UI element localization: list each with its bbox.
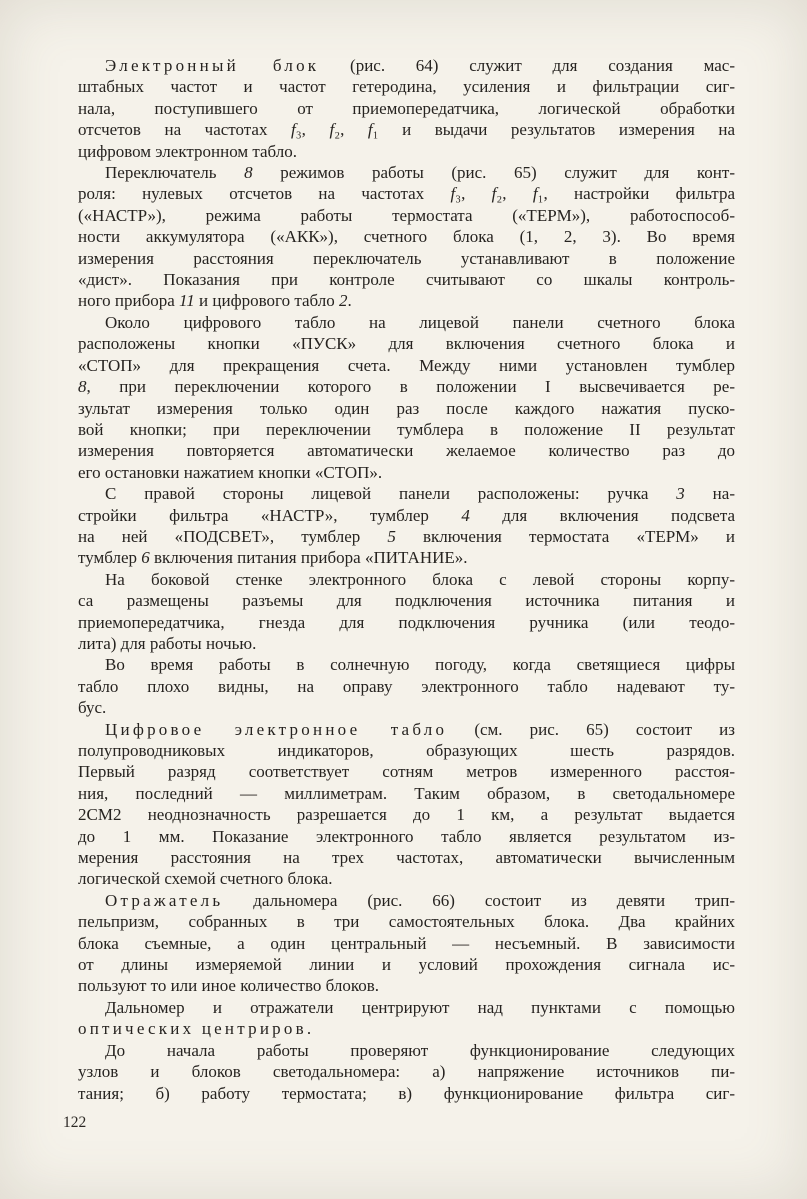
- paragraph: [78, 483, 735, 569]
- paragraph: [78, 890, 735, 997]
- emphasis-spaced: оптических центриров: [78, 1019, 307, 1039]
- paragraph: [78, 1040, 735, 1104]
- text-line: блока съемные, а один центральный — несъемный. В зависимости: [78, 933, 735, 953]
- text-line: приемопередатчика, гнезда для подключения ручника (или теодо-: [78, 612, 735, 632]
- text-line: Переключатель 8 режимов работы (рис. 65) служит для конт-: [105, 163, 735, 183]
- text-line: лита) для работы ночью.: [78, 633, 257, 653]
- page-number: 122: [63, 1114, 87, 1131]
- text-line: логической схемой счетного блока.: [78, 869, 333, 889]
- italic-ref: 5: [387, 526, 396, 546]
- text-line: На боковой стенке электронного блока с левой стороны корпу-: [105, 569, 735, 589]
- text-line: измерения повторяется автоматически желаемое количество раз до: [78, 441, 735, 461]
- text-line: вой кнопки; при переключении тумблера в положение II результат: [78, 419, 735, 439]
- text-line: Около цифрового табло на лицевой панели счетного блока: [105, 312, 735, 332]
- text-line: С правой стороны лицевой панели расположены: ручка 3 на-: [105, 484, 735, 504]
- text-line: зультат измерения только один раз после каждого нажатия пуско-: [78, 398, 735, 418]
- italic-ref: f: [450, 184, 456, 204]
- text-line: Цифровое электронное табло (см. рис. 65) состоит из: [105, 719, 735, 739]
- paragraph: [78, 719, 735, 890]
- text-line: от длины измеряемой линии и условий прохождения сигнала ис-: [78, 955, 735, 975]
- text-line: оптических центриров.: [78, 1019, 312, 1039]
- text-line: Дальномер и отражатели центрируют над пунктами с помощью: [105, 997, 735, 1017]
- italic-ref: 3: [676, 484, 685, 504]
- text-line: тумблер 6 включения питания прибора «ПИТАНИЕ».: [78, 548, 468, 568]
- paragraph: [78, 312, 735, 483]
- italic-ref: 2: [338, 291, 348, 311]
- text-line: тания; б) работу термостата; в) функционирование фильтра сиг-: [78, 1083, 735, 1103]
- italic-ref: f: [491, 184, 497, 204]
- italic-ref: 8: [78, 377, 87, 397]
- text-line: отсчетов на частотах f₃, f₂, f₁ и выдачи результатов измерения на: [78, 120, 735, 140]
- italic-ref: 11: [179, 291, 195, 311]
- text-line: роля: нулевых отсчетов на частотах f₃, f₂, f₁, настройки фильтра: [78, 184, 735, 204]
- text-line: пользуют то или иное количество блоков.: [78, 976, 379, 996]
- paragraph: [78, 162, 735, 312]
- text-line: ности аккумулятора («АКК»), счетного блока (1, 2, 3). Во время: [78, 227, 735, 247]
- text-line: Первый разряд соответствует сотням метров измеренного расстоя-: [78, 762, 735, 782]
- text-line: на ней «ПОДСВЕТ», тумблер 5 включения термостата «ТЕРМ» и: [78, 526, 735, 546]
- italic-ref: f: [367, 120, 373, 140]
- italic-ref: f: [329, 120, 335, 140]
- text-line: табло плохо видны, на оправу электронного табло надевают ту-: [78, 676, 735, 696]
- italic-ref: 6: [141, 548, 150, 568]
- emphasis-spaced: Электронный блок: [105, 56, 320, 75]
- text-line: мерения расстояния на трех частотах, автоматически вычисленным: [78, 848, 735, 868]
- emphasis-spaced: Отражатель: [105, 890, 224, 910]
- italic-ref: f: [532, 184, 538, 204]
- text-line: Отражатель дальномера (рис. 66) состоит из девяти трип-: [105, 890, 735, 910]
- paragraph: [78, 569, 735, 655]
- italic-ref: 8: [244, 163, 253, 183]
- text-line: цифровом электронном табло.: [78, 141, 298, 161]
- italic-ref: 4: [461, 505, 470, 525]
- text-line: «дист». Показания при контроле считывают со шкалы контроль-: [78, 270, 735, 290]
- text-line: полупроводниковых индикаторов, образующих шесть разрядов.: [78, 741, 735, 760]
- text-line: ния, последний — миллиметрам. Таким образом, в светодальномере: [78, 783, 735, 803]
- text-line: пельпризм, собранных в три самостоятельных блока. Два крайних: [78, 912, 735, 932]
- text-line: са размещены разъемы для подключения источника питания и: [78, 591, 735, 611]
- text-line: («НАСТР»), режима работы термостата («ТЕРМ»), работоспособ-: [78, 205, 735, 225]
- text-line: 8, при переключении которого в положении I высвечивается ре-: [78, 377, 735, 397]
- paragraph: [78, 997, 735, 1040]
- text-line: ного прибора 11 и цифрового табло 2.: [78, 291, 352, 311]
- text-line: расположены кнопки «ПУСК» для включения счетного блока и: [78, 334, 735, 354]
- text-line: До начала работы проверяют функционирование следующих: [105, 1040, 735, 1060]
- text-line: стройки фильтра «НАСТР», тумблер 4 для включения подсвета: [78, 505, 736, 525]
- text-line: измерения расстояния переключатель устанавливают в положение: [78, 248, 735, 268]
- text-block: [78, 55, 735, 1104]
- paragraph: [78, 55, 735, 162]
- emphasis-spaced: Цифровое электронное табло: [105, 719, 448, 739]
- italic-ref: f: [291, 120, 296, 140]
- text-line: Во время работы в солнечную погоду, когда светящиеся цифры: [105, 655, 735, 675]
- paragraph: [78, 654, 735, 718]
- text-line: его остановки нажатием кнопки «СТОП».: [78, 462, 383, 482]
- text-line: бус.: [78, 698, 107, 718]
- text-line: Электронный блок (рис. 64) служит для создания мас-: [105, 56, 735, 75]
- text-line: узлов и блоков светодальномера: а) напряжение источников пи-: [78, 1062, 735, 1082]
- text-line: нала, поступившего от приемопередатчика, логической обработки: [78, 98, 735, 118]
- text-line: штабных частот и частот гетеродина, усиления и фильтрации сиг-: [78, 77, 735, 97]
- text-line: до 1 мм. Показание электронного табло является результатом из-: [78, 826, 735, 846]
- text-line: «СТОП» для прекращения счета. Между ними установлен тумблер: [78, 355, 735, 375]
- text-line: 2СМ2 неоднозначность разрешается до 1 км, а результат выдается: [78, 805, 735, 825]
